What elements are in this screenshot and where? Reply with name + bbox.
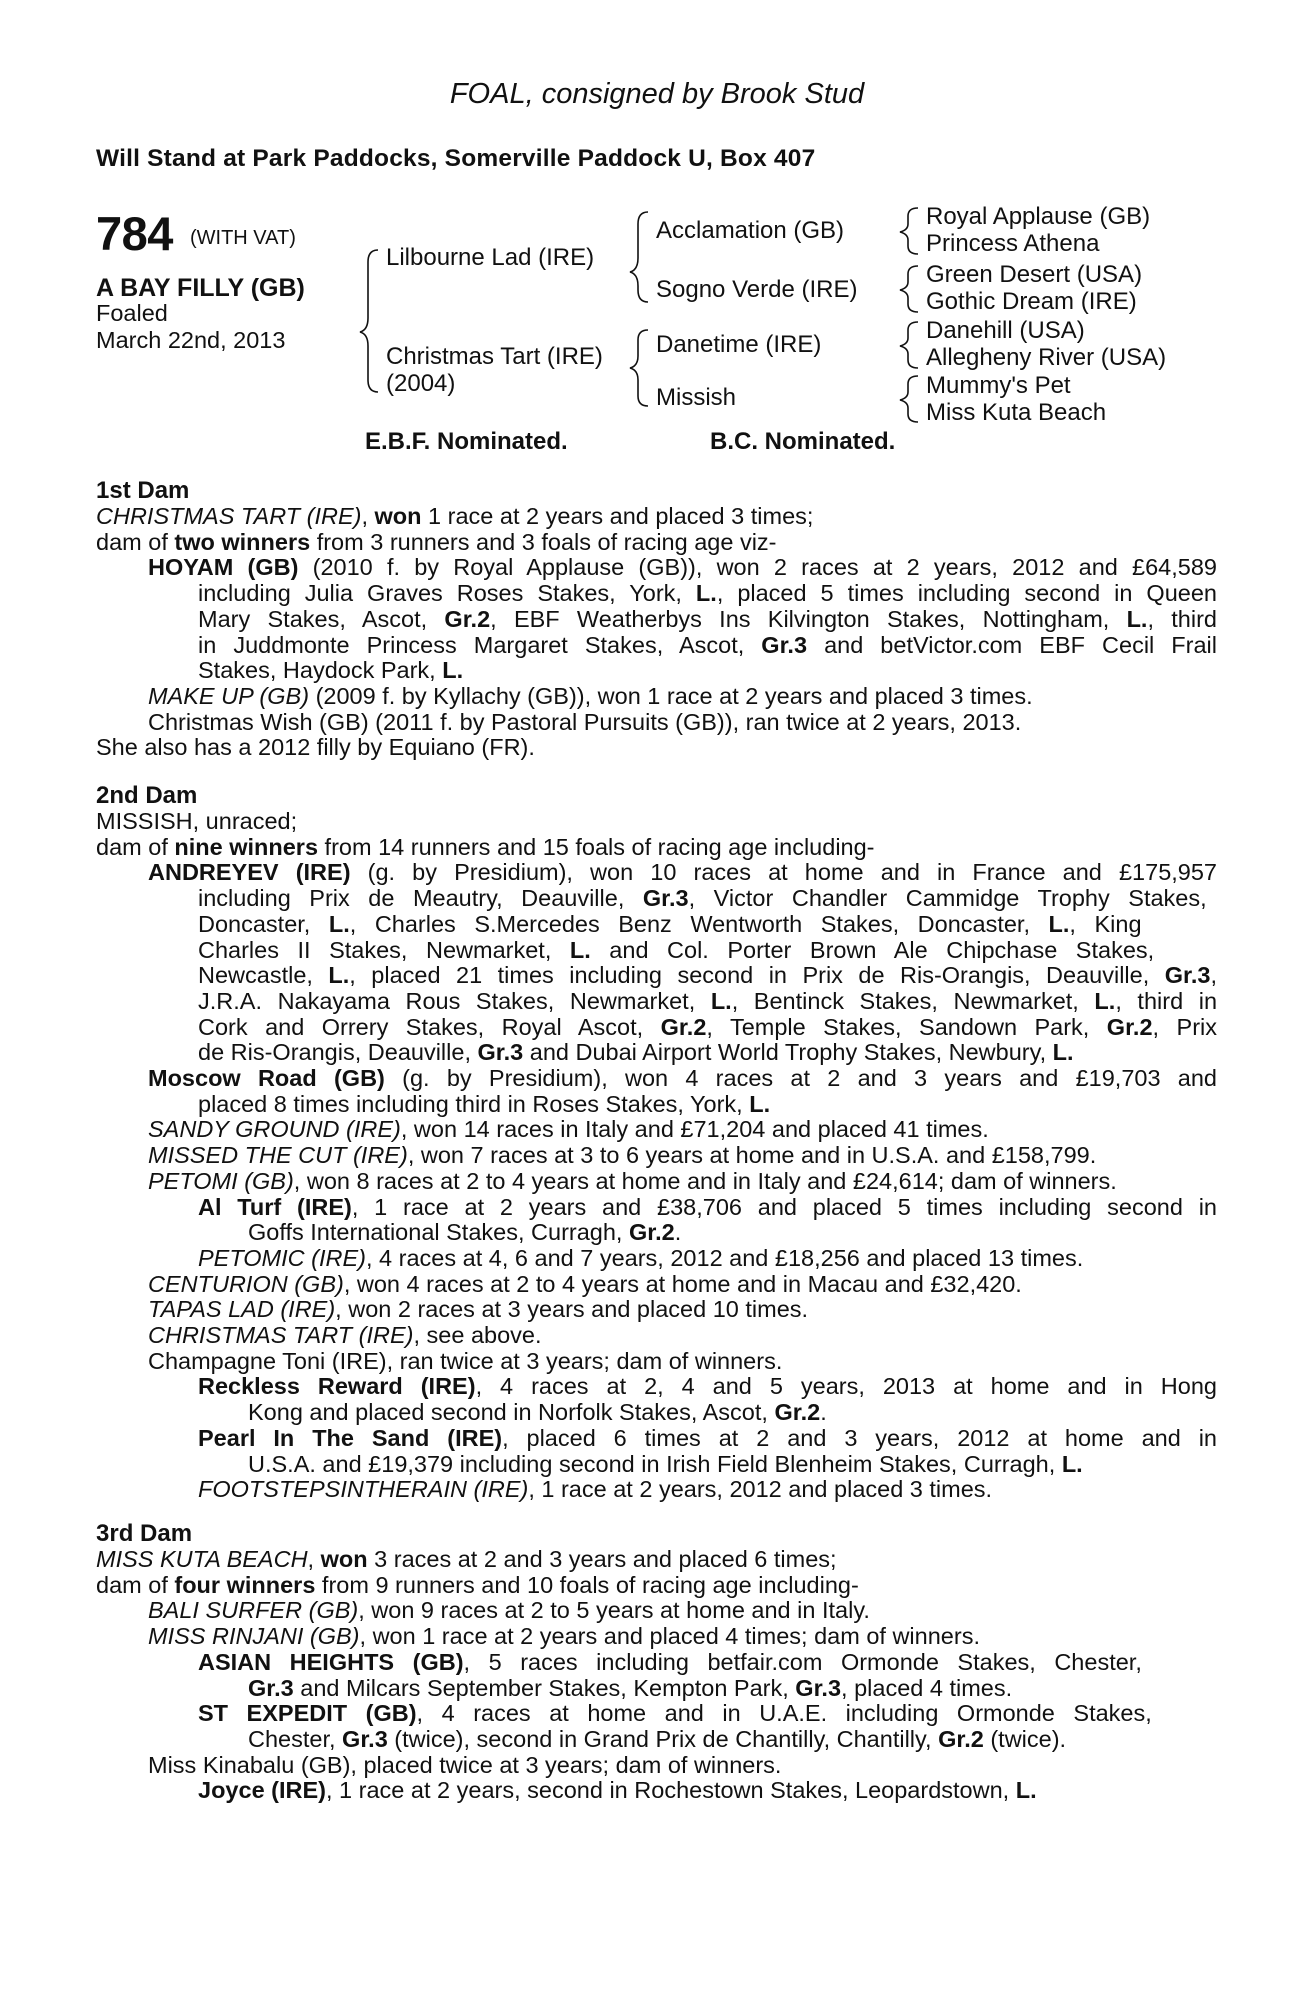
ancestor-sds: Green Desert (USA) <box>926 261 1143 288</box>
text-line <box>148 709 1021 735</box>
text-run: , placed 5 times including second in Queen <box>716 580 1217 607</box>
text-line <box>96 734 535 760</box>
bold-text: Gr.3 <box>642 885 689 912</box>
text-run: MISSISH, unraced; <box>96 808 298 834</box>
text-run: Mary Stakes, Ascot, <box>198 605 445 632</box>
dam-year: (2004) <box>386 370 456 397</box>
bold-text: Joyce (IRE) <box>198 1777 326 1804</box>
text-line <box>198 988 1217 1014</box>
text-line <box>148 683 1033 709</box>
text-run: Goffs International Stakes, Curragh, <box>248 1219 629 1246</box>
italic-text: MAKE UP (GB) <box>148 682 310 709</box>
text-run: , 1 race at 2 years and £38,706 and placed 5 times including second in <box>351 1193 1217 1220</box>
text-run: 1 race at 2 years and placed 3 times; <box>421 503 814 529</box>
text-run: , 4 races at home and in U.A.E. including Ormonde Stakes, <box>416 1700 1152 1727</box>
italic-text: MISSED THE CUT (IRE) <box>148 1142 408 1169</box>
text-line <box>148 859 1217 885</box>
text-run: (g. by Presidium), won 4 races at 2 and 3 years and £19,703 and <box>384 1065 1217 1091</box>
text-line <box>148 1322 542 1348</box>
bold-text: Gr.3 <box>248 1674 294 1701</box>
text-run: , Victor Chandler Cammidge Trophy Stakes, <box>688 885 1207 912</box>
text-line <box>96 834 875 860</box>
ancestor-ssd: Princess Athena <box>926 230 1100 257</box>
text-run: U.S.A. and £19,379 including second in Irish Field Blenheim Stakes, Curragh, <box>248 1450 1062 1477</box>
text-run: Doncaster, <box>198 910 329 937</box>
first-dam-heading: 1st Dam <box>96 477 190 504</box>
text-run: , <box>361 503 375 529</box>
text-run: Champagne Toni (IRE), ran twice at 3 years; dam of winners. <box>148 1347 783 1374</box>
italic-text: PETOMI (GB) <box>148 1167 294 1194</box>
ancestor-dsd: Allegheny River (USA) <box>926 344 1167 371</box>
text-run: J.R.A. Nakayama Rous Stakes, Newmarket, <box>198 987 711 1014</box>
text-line <box>198 1476 992 1502</box>
text-run: from 3 runners and 3 foals of racing age viz- <box>310 528 777 555</box>
italic-text: SANDY GROUND (IRE) <box>148 1116 401 1143</box>
text-run: . <box>674 1219 682 1246</box>
text-run: , 1 race at 2 years, 2012 and placed 3 times. <box>528 1476 993 1503</box>
text-line <box>148 1752 781 1778</box>
text-line <box>248 1399 827 1425</box>
bold-text: L. <box>1094 987 1116 1014</box>
text-line <box>248 1219 681 1245</box>
text-line <box>148 1271 1022 1297</box>
text-run: dam of <box>96 1571 175 1598</box>
bold-text: Reckless Reward (IRE) <box>198 1373 476 1400</box>
ds-brace <box>900 322 918 368</box>
text-run: , placed 6 times at 2 and 3 years, 2012 at home and in <box>502 1424 1217 1451</box>
italic-text: MISS RINJANI (GB) <box>148 1623 360 1650</box>
text-run: , won 14 races in Italy and £71,204 and placed 41 times. <box>400 1116 989 1143</box>
sire-dam-name: Sogno Verde (IRE) <box>656 276 858 303</box>
text-run: and Dubai Airport World Trophy Stakes, Newbury, <box>523 1039 1053 1066</box>
bold-text: L. <box>1052 1039 1074 1066</box>
bold-text: L. <box>695 580 717 607</box>
italic-text: FOOTSTEPSINTHERAIN (IRE) <box>198 1476 529 1503</box>
text-run: Kong and placed second in Norfolk Stakes, Ascot, <box>248 1399 775 1426</box>
text-run: , King <box>1069 910 1142 937</box>
text-line <box>198 1777 1037 1803</box>
text-run: and Milcars September Stakes, Kempton Park, <box>293 1674 796 1701</box>
text-line <box>148 1623 980 1649</box>
bold-text: four winners <box>174 1571 316 1598</box>
bc-nominated: B.C. Nominated. <box>710 428 896 455</box>
text-line <box>248 1675 1012 1701</box>
sire-sire-name: Acclamation (GB) <box>656 217 845 244</box>
bold-text: won <box>320 1546 368 1572</box>
text-run: (g. by Presidium), won 10 races at home and in France and £175,957 <box>350 859 1218 886</box>
text-run: , won 9 races at 2 to 5 years at home and in Italy. <box>358 1597 870 1624</box>
text-line <box>248 1451 1083 1477</box>
text-line <box>198 1425 1217 1451</box>
text-run: (2009 f. by Kyllachy (GB)), won 1 race at 2 years and placed 3 times. <box>309 682 1033 709</box>
italic-text: CHRISTMAS TART (IRE) <box>148 1322 414 1348</box>
main-brace <box>360 250 378 392</box>
bold-text: Gr.3 <box>477 1039 524 1066</box>
text-run: dam of <box>96 833 175 860</box>
text-run: She also has a 2012 filly by Equiano (FR). <box>96 734 535 761</box>
text-line <box>148 1065 1217 1091</box>
text-line <box>96 529 777 555</box>
ebf-nominated: E.B.F. Nominated. <box>365 428 568 455</box>
dam-sire-name: Danetime (IRE) <box>656 331 822 358</box>
lot-number: 784 <box>96 207 173 260</box>
bold-text: ANDREYEV (IRE) <box>148 859 351 886</box>
text-run: dam of <box>96 528 175 555</box>
bold-text: HOYAM (GB) <box>148 554 299 581</box>
text-run: , Prix <box>1152 1013 1217 1040</box>
text-run: , won 1 race at 2 years and placed 4 times; dam of winners. <box>359 1623 980 1650</box>
ancestor-dds: Mummy's Pet <box>926 372 1071 399</box>
second-dam-heading: 2nd Dam <box>96 782 198 809</box>
italic-text: PETOMIC (IRE) <box>198 1244 366 1271</box>
text-run: , won 8 races at 2 to 4 years at home and in Italy and £24,614; dam of winners. <box>293 1167 1117 1194</box>
text-line <box>198 580 1217 606</box>
bold-text: Pearl In The Sand (IRE) <box>198 1424 503 1451</box>
text-run: (2010 f. by Royal Applause (GB)), won 2 races at 2 years, 2012 and £64,589 <box>298 554 1217 581</box>
bold-text: won <box>374 503 422 529</box>
text-run: , EBF Weatherbys Ins Kilvington Stakes, Nottingham, <box>490 605 1127 632</box>
text-run: , see above. <box>413 1322 542 1348</box>
text-line <box>198 1245 1083 1271</box>
stand-location: Will Stand at Park Paddocks, Somerville Paddock U, Box 407 <box>96 145 816 172</box>
text-line <box>148 1348 782 1374</box>
bold-text: L. <box>1061 1450 1083 1477</box>
bold-text: Gr.2 <box>938 1725 984 1752</box>
text-run: from 9 runners and 10 foals of racing age including- <box>315 1571 859 1598</box>
text-run: , 4 races at 4, 6 and 7 years, 2012 and £18,256 and placed 13 times. <box>366 1244 1084 1271</box>
text-run: , placed 21 times including second in Prix de Ris-Orangis, Deauville, <box>349 962 1165 989</box>
bold-text: two winners <box>174 528 311 555</box>
bold-text: Gr.3 <box>761 631 808 658</box>
text-line <box>96 503 813 529</box>
foaled-label: Foaled <box>96 300 168 326</box>
bold-text: nine winners <box>174 833 319 860</box>
text-run: , won 7 races at 3 to 6 years at home and in U.S.A. and £158,799. <box>407 1142 1097 1169</box>
text-line <box>96 808 297 834</box>
bold-text: Gr.3 <box>1164 962 1211 989</box>
sire-brace <box>630 212 648 302</box>
text-run: 3 races at 2 and 3 years and placed 6 times; <box>367 1546 837 1572</box>
text-line <box>198 911 1142 937</box>
text-line <box>148 1168 1117 1194</box>
text-run: , Bentinck Stakes, Newmarket, <box>731 987 1095 1014</box>
third-dam-heading: 3rd Dam <box>96 1520 193 1547</box>
text-run: Charles II Stakes, Newmarket, <box>198 936 570 963</box>
catalogue-title: FOAL, consigned by Brook Stud <box>449 78 865 110</box>
text-line <box>198 962 1217 988</box>
italic-text: CENTURION (GB) <box>148 1270 344 1297</box>
text-run: Christmas Wish (GB) (2011 f. by Pastoral Pursuits (GB)), ran twice at 2 years, 2013. <box>148 708 1022 735</box>
lot-description: A BAY FILLY (GB) <box>96 274 305 302</box>
ancestor-ddd: Miss Kuta Beach <box>926 399 1107 426</box>
text-run: , <box>307 1546 321 1572</box>
text-run: Cork and Orrery Stakes, Royal Ascot, <box>198 1013 661 1040</box>
text-line <box>198 937 1154 963</box>
text-run: from 14 runners and 15 foals of racing age including- <box>318 833 875 860</box>
dam-name: Christmas Tart (IRE) <box>386 343 603 370</box>
text-run: Newcastle, <box>198 962 329 989</box>
sire-name: Lilbourne Lad (IRE) <box>386 244 595 271</box>
text-line <box>198 1091 770 1117</box>
text-line <box>198 1700 1152 1726</box>
text-line <box>248 1726 1066 1752</box>
text-line <box>198 606 1217 632</box>
bold-text: ASIAN HEIGHTS (GB) <box>198 1648 464 1675</box>
text-line <box>198 1194 1217 1220</box>
text-run: , 5 races including betfair.com Ormonde Stakes, Chester, <box>463 1648 1142 1675</box>
dam-brace <box>630 330 648 406</box>
text-run: and betVictor.com EBF Cecil Frail <box>807 631 1217 658</box>
foaled-date: March 22nd, 2013 <box>96 327 286 353</box>
bold-text: L. <box>1048 910 1070 937</box>
bold-text: L. <box>569 936 591 963</box>
text-run: placed 8 times including third in Roses Stakes, York, <box>198 1090 750 1117</box>
text-run: including Prix de Meautry, Deauville, <box>198 885 643 912</box>
bold-text: L. <box>749 1090 771 1117</box>
italic-text: BALI SURFER (GB) <box>148 1597 359 1624</box>
text-run: , third <box>1147 605 1217 632</box>
text-run: (twice). <box>983 1725 1067 1752</box>
bold-text: Moscow Road (GB) <box>148 1065 385 1091</box>
text-line <box>198 657 463 683</box>
text-run: , <box>1210 962 1217 989</box>
bold-text: Gr.2 <box>660 1013 707 1040</box>
bold-text: Al Turf (IRE) <box>198 1193 352 1220</box>
bold-text: L. <box>1015 1777 1037 1804</box>
ancestor-sdd: Gothic Dream (IRE) <box>926 288 1137 315</box>
bold-text: L. <box>442 657 464 684</box>
ancestor-sss: Royal Applause (GB) <box>926 203 1151 230</box>
ancestor-dss: Danehill (USA) <box>926 317 1085 344</box>
text-line <box>198 632 1217 658</box>
bold-text: Gr.2 <box>629 1219 675 1246</box>
text-line <box>96 1546 837 1572</box>
italic-text: CHRISTMAS TART (IRE) <box>96 503 362 529</box>
ss-brace <box>900 208 918 254</box>
text-run: , won 2 races at 3 years and placed 10 times. <box>335 1296 809 1323</box>
italic-text: MISS KUTA BEACH <box>96 1546 308 1572</box>
text-run: , won 4 races at 2 to 4 years at home and in Macau and £32,420. <box>343 1270 1022 1297</box>
text-run: Stakes, Haydock Park, <box>198 657 443 684</box>
text-line <box>198 1373 1217 1399</box>
text-run: and Col. Porter Brown Ale Chipchase Stakes, <box>590 936 1155 963</box>
text-run: , placed 4 times. <box>841 1674 1013 1701</box>
text-run: , Charles S.Mercedes Benz Wentworth Stakes, Doncaster, <box>349 910 1049 937</box>
text-run: in Juddmonte Princess Margaret Stakes, Ascot, <box>198 631 762 658</box>
text-line <box>148 1597 870 1623</box>
text-run: , third in <box>1115 987 1218 1014</box>
text-run: de Ris-Orangis, Deauville, <box>198 1039 478 1066</box>
bold-text: L. <box>328 962 350 989</box>
text-run: , 4 races at 2, 4 and 5 years, 2013 at home and in Hong <box>475 1373 1217 1400</box>
bold-text: Gr.2 <box>1106 1013 1153 1040</box>
text-line <box>198 1039 1074 1065</box>
text-line <box>198 1649 1142 1675</box>
text-run: . <box>820 1399 827 1426</box>
text-line <box>148 1116 989 1142</box>
text-line <box>148 1296 808 1322</box>
bold-text: Gr.3 <box>795 1674 842 1701</box>
text-line <box>148 1142 1096 1168</box>
text-run: , 1 race at 2 years, second in Rochestown Stakes, Leopardstown, <box>326 1777 1016 1804</box>
text-run: Miss Kinabalu (GB), placed twice at 3 years; dam of winners. <box>148 1751 782 1778</box>
dam-dam-name: Missish <box>656 384 737 411</box>
text-run: including Julia Graves Roses Stakes, York, <box>198 580 696 607</box>
bold-text: L. <box>328 910 350 937</box>
text-run: Chester, <box>248 1725 343 1752</box>
bold-text: L. <box>1126 605 1148 632</box>
bold-text: Gr.2 <box>774 1399 821 1426</box>
bold-text: Gr.2 <box>444 605 491 632</box>
text-line <box>148 554 1217 580</box>
bold-text: L. <box>710 987 732 1014</box>
text-line <box>96 1572 859 1598</box>
bold-text: ST EXPEDIT (GB) <box>198 1700 417 1727</box>
text-run: (twice), second in Grand Prix de Chantilly, Chantilly, <box>387 1725 939 1752</box>
text-run: , Temple Stakes, Sandown Park, <box>706 1013 1107 1040</box>
text-line <box>198 1014 1217 1040</box>
vat-label: (WITH VAT) <box>190 227 296 249</box>
dd-brace <box>900 376 918 422</box>
italic-text: TAPAS LAD (IRE) <box>148 1296 336 1323</box>
bold-text: Gr.3 <box>342 1725 388 1752</box>
sd-brace <box>900 266 918 312</box>
text-line <box>198 885 1207 911</box>
